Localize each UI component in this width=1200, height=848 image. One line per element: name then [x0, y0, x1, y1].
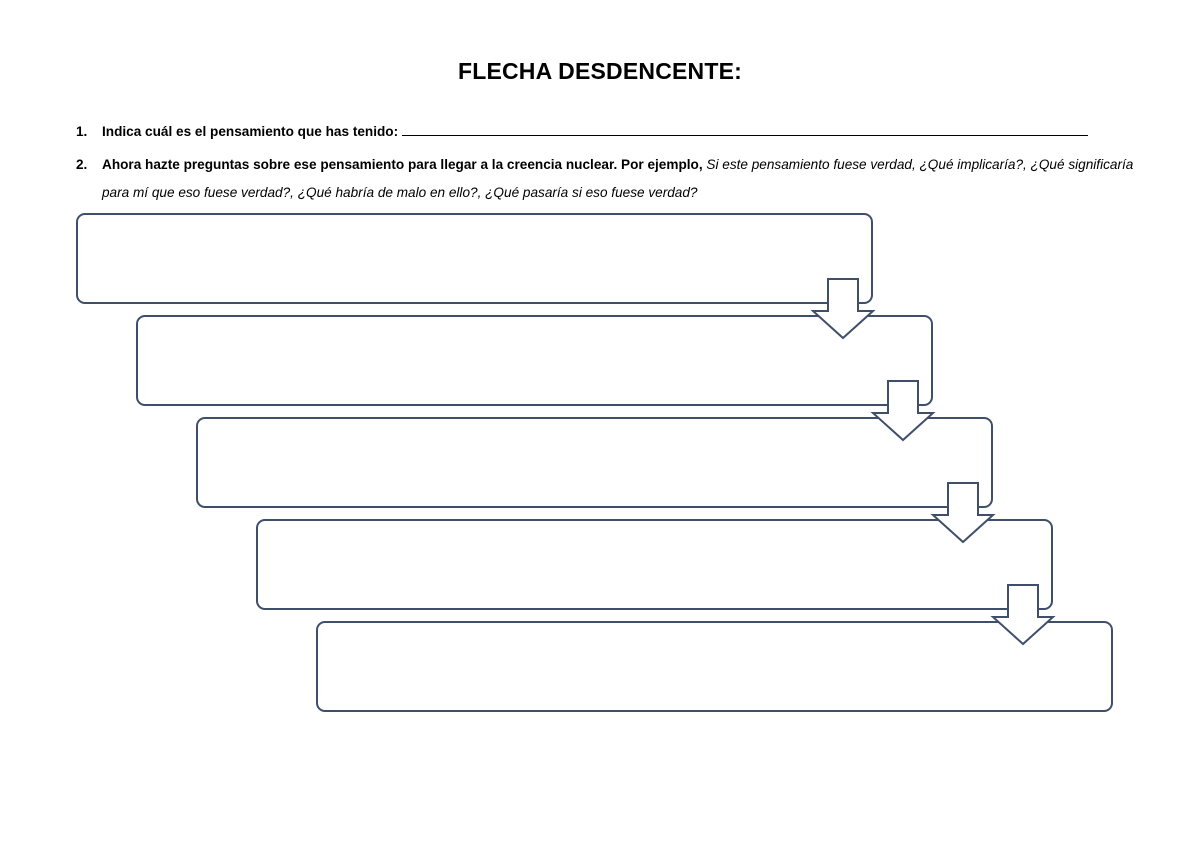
- item-1-label: Indica cuál es el pensamiento que has tenido:: [102, 124, 399, 139]
- item-number: 1.: [76, 124, 88, 139]
- answer-box-2[interactable]: [137, 316, 932, 405]
- answer-box-4[interactable]: [257, 520, 1052, 609]
- answer-box-3[interactable]: [197, 418, 992, 507]
- answer-box-1[interactable]: [77, 214, 872, 303]
- answer-box-5[interactable]: [317, 622, 1112, 711]
- item-2-instruction: Ahora hazte preguntas sobre ese pensamiento para llegar a la creencia nuclear. Por ejemplo,: [102, 157, 703, 172]
- page-title: FLECHA DESDENCENTE:: [457, 58, 743, 84]
- item-number: 2.: [76, 157, 88, 172]
- item-2-example-questions: Si este pensamiento fuese verdad, ¿Qué implicaría?, ¿Qué significaría para mí que eso fuese verdad?, ¿Qué habría de malo en ello?, ¿Qué pasaría si eso fuese verdad?: [102, 157, 1134, 200]
